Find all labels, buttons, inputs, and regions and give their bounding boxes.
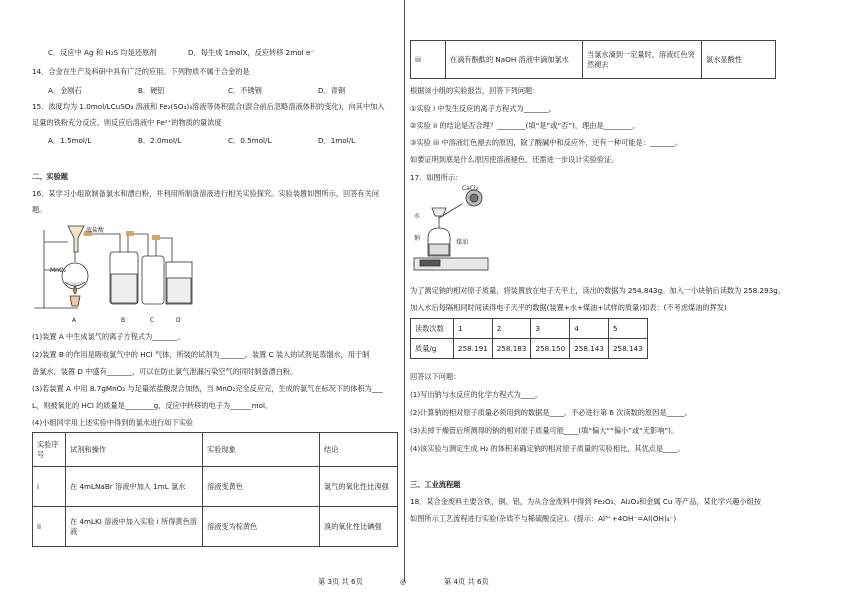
q13-option-d: D．每生成 1molX，反应转移 2mol e⁻ xyxy=(188,48,315,57)
q17-part3: (3)去掉干燥管后所测得的钠的相对原子质量可能____(填“偏大”“偏小”或“无影响”)。 xyxy=(410,426,679,435)
table-cell: 当氯水滴到一定量时，溶液红色突然褪去 xyxy=(583,41,702,79)
table-cell: 258.143 xyxy=(570,339,609,359)
q16-part1: (1)装置 A 中生成氯气的离子方程式为_______。 xyxy=(32,332,185,341)
q14-stem: 14．合金在生产及科研中具有广泛的应用。下列物质不属于合金的是 xyxy=(32,67,250,76)
label-a: A xyxy=(72,317,77,324)
table-cell: 在 4mLNaBr 溶液中加入 1mL 氯水 xyxy=(66,467,203,507)
table-header: 实验现象 xyxy=(203,433,320,467)
q17-part4: (4)该实验与测定生成 H₂ 的体积来确定钠的相对原子质量的实验相比，其优点是____。 xyxy=(410,444,685,453)
page-number-left: 第 3页 共 6页 xyxy=(318,577,363,586)
label-sodium: 钠 xyxy=(414,235,421,242)
table-cell: 氯气的氧化性比溴强 xyxy=(320,467,398,507)
q18-stem-line2: 如图所示工艺流程进行实验(杂质不与稀硫酸反应)。(提示：Al³⁺+4OH⁻=Al(OH)₄⁻) xyxy=(410,514,677,523)
q14-option-c: C．不锈钢 xyxy=(228,86,262,95)
q18-stem-line1: 18．某合金废料主要含铁、铜、铝，为从合金废料中得到 Fe₂O₃、Al₂O₃和金属 Cu 等产品，某化学兴趣小组按 xyxy=(410,497,761,506)
q16-part4: (4)小组同学用上述实验中得到的氯水进行如下实验 xyxy=(32,418,194,427)
table-header: 5 xyxy=(608,319,647,339)
table-header: 读数次数 xyxy=(411,319,454,339)
label-water: 水 xyxy=(414,213,421,220)
q16-followup-note: 如要证明到底是什么原因使溶液褪色，还需进一步设计实验验证。 xyxy=(410,155,619,164)
q16-part2-line2: 备氯水，装置 D 中盛有_______，可以在防止氯气泄漏污染空气的同时制备漂白粉。 xyxy=(32,367,298,376)
balance-reading-table xyxy=(410,318,648,359)
q15-stem-line2: 足量的铁粉充分反应，则反应后溶液中 Fe²⁺的物质的量浓度 xyxy=(32,118,222,127)
q14-option-b: B．硬铝 xyxy=(138,86,165,95)
table-cell: 溶液变为棕黄色 xyxy=(203,507,320,547)
table-header: 实验序号 xyxy=(33,433,66,467)
center-mark: ◎ xyxy=(400,577,407,586)
page-number-right: 第 4页 共 6页 xyxy=(444,577,489,586)
q16-part2-line1: (2)装置 B 的作用是吸收氯气中的 HCl 气体，所装的试剂为_______。装置 C 装入的试剂是蒸馏水，用于制 xyxy=(32,350,370,359)
table-cell: 溶液变黄色 xyxy=(203,467,320,507)
q17-text-line1: 为了测定钠的相对原子质量，将装置放在电子天平上，读出的数据为 254.843g。加入一小块钠后读数为 258.293g， xyxy=(410,286,786,295)
column-divider xyxy=(404,0,405,582)
label-d: D xyxy=(176,317,181,324)
q13-option-c: C．反应中 Ag 和 H₂S 均是还原剂 xyxy=(48,48,157,57)
table-header: 2 xyxy=(492,319,531,339)
table-header: 3 xyxy=(531,319,570,339)
label-b: B xyxy=(121,317,126,324)
table-row xyxy=(411,339,648,359)
table-row xyxy=(33,467,398,507)
q17-stem: 17．如图所示： xyxy=(410,173,463,182)
table-cell: 在滴有酚酞的 NaOH 溶液中滴加氯水 xyxy=(446,41,583,79)
table-cell: 258.143 xyxy=(608,339,647,359)
q16-part3-line1: (3)若装置 A 中用 8.7gMnO₂ 与足量浓盐酸混合加热，当 MnO₂完全反应完，生成的氯气在标况下的体积为___ xyxy=(32,384,383,393)
label-mno2: MnO₂ xyxy=(50,267,67,274)
chlorine-apparatus-diagram xyxy=(28,212,198,328)
label-kerosene: 煤油 xyxy=(456,239,469,246)
table-cell: i xyxy=(33,467,66,507)
q15-option-c: C．0.5mol/L xyxy=(228,136,272,145)
table-cell: 在 4mLKI 溶液中加入实验 i 所得黄色溶液 xyxy=(66,507,203,547)
table-cell: 氯水显酸性 xyxy=(702,41,776,79)
q14-option-a: A．金刚石 xyxy=(48,86,82,95)
table-header: 1 xyxy=(454,319,493,339)
table-row xyxy=(33,507,398,547)
q16-part3-line2: L，则被氧化的 HCl 的质量是________g，反应中转移的电子为______mol。 xyxy=(32,401,273,410)
q17-questions-intro: 回答以下问题： xyxy=(410,372,461,381)
table-cell: 258.183 xyxy=(492,339,531,359)
table-cell: iii xyxy=(411,41,446,79)
q14-option-d: D．青铜 xyxy=(318,86,346,95)
table-header: 4 xyxy=(570,319,609,339)
q15-option-a: A．1.5mol/L xyxy=(48,136,92,145)
section-heading-experiment: 二、实验题 xyxy=(32,172,68,181)
experiment-table-continued xyxy=(410,40,776,79)
chlorine-experiment-table xyxy=(32,432,398,547)
q15-stem-line1: 15．浓度均为 1.0mol/LCuSO₄ 溶液和 Fe₂(SO₄)₃溶液等体积混合(混合前后忽略溶液体积的变化)，向其中加入 xyxy=(32,102,385,111)
table-header: 试剂和操作 xyxy=(66,433,203,467)
label-c: C xyxy=(150,317,155,324)
sodium-balance-diagram xyxy=(410,182,506,278)
table-row xyxy=(411,41,776,79)
label-conc-hcl: 浓盐酸 xyxy=(86,227,105,234)
table-cell: 258.150 xyxy=(531,339,570,359)
table-header: 结论 xyxy=(320,433,398,467)
q16-stem-line1: 16．某学习小组欲制备氯水和漂白粉，并利用所制备溶液进行相关实验探究。实验装置如图所示，回答有关问 xyxy=(32,189,379,198)
table-cell: ii xyxy=(33,507,66,547)
table-cell: 溴的氧化性比碘强 xyxy=(320,507,398,547)
q16-followup-2: ②实验 ii 的结论是否合理？________(填“是”或“否”)，理由是________。 xyxy=(410,121,640,130)
q16-followup-3: ③实验 iii 中溶液红色褪去的原因，除了酸碱中和反应外，还有一种可能是：_______。 xyxy=(410,138,683,147)
q16-followup-intro: 根据该小组的实验报告，回答下列问题： xyxy=(410,86,540,95)
q17-part2: (2)计算钠的相对原子质量必须用到的数据是____，不必进行第 6 次读数的原因是_____。 xyxy=(410,408,692,417)
q17-part1: (1)写出钠与水反应的化学方程式为____。 xyxy=(410,390,543,399)
table-cell: 258.191 xyxy=(454,339,493,359)
q16-stem-line2: 题。 xyxy=(32,205,47,214)
table-cell: 质量/g xyxy=(411,339,454,359)
q15-option-d: D．1mol/L xyxy=(318,136,356,145)
q16-followup-1: ①实验 i 中发生反应的离子方程式为_______。 xyxy=(410,104,556,113)
section-heading-industry: 三、工业流程题 xyxy=(410,480,461,489)
q17-text-line2: 加入水后每隔相同时间读得电子天平的数据(装置+水+煤油+试样的质量)如表：(不考虑煤油的挥发) xyxy=(410,303,727,312)
label-cacl2: CaCl₂ xyxy=(462,185,479,192)
q15-option-b: B．2.0mol/L xyxy=(138,136,182,145)
